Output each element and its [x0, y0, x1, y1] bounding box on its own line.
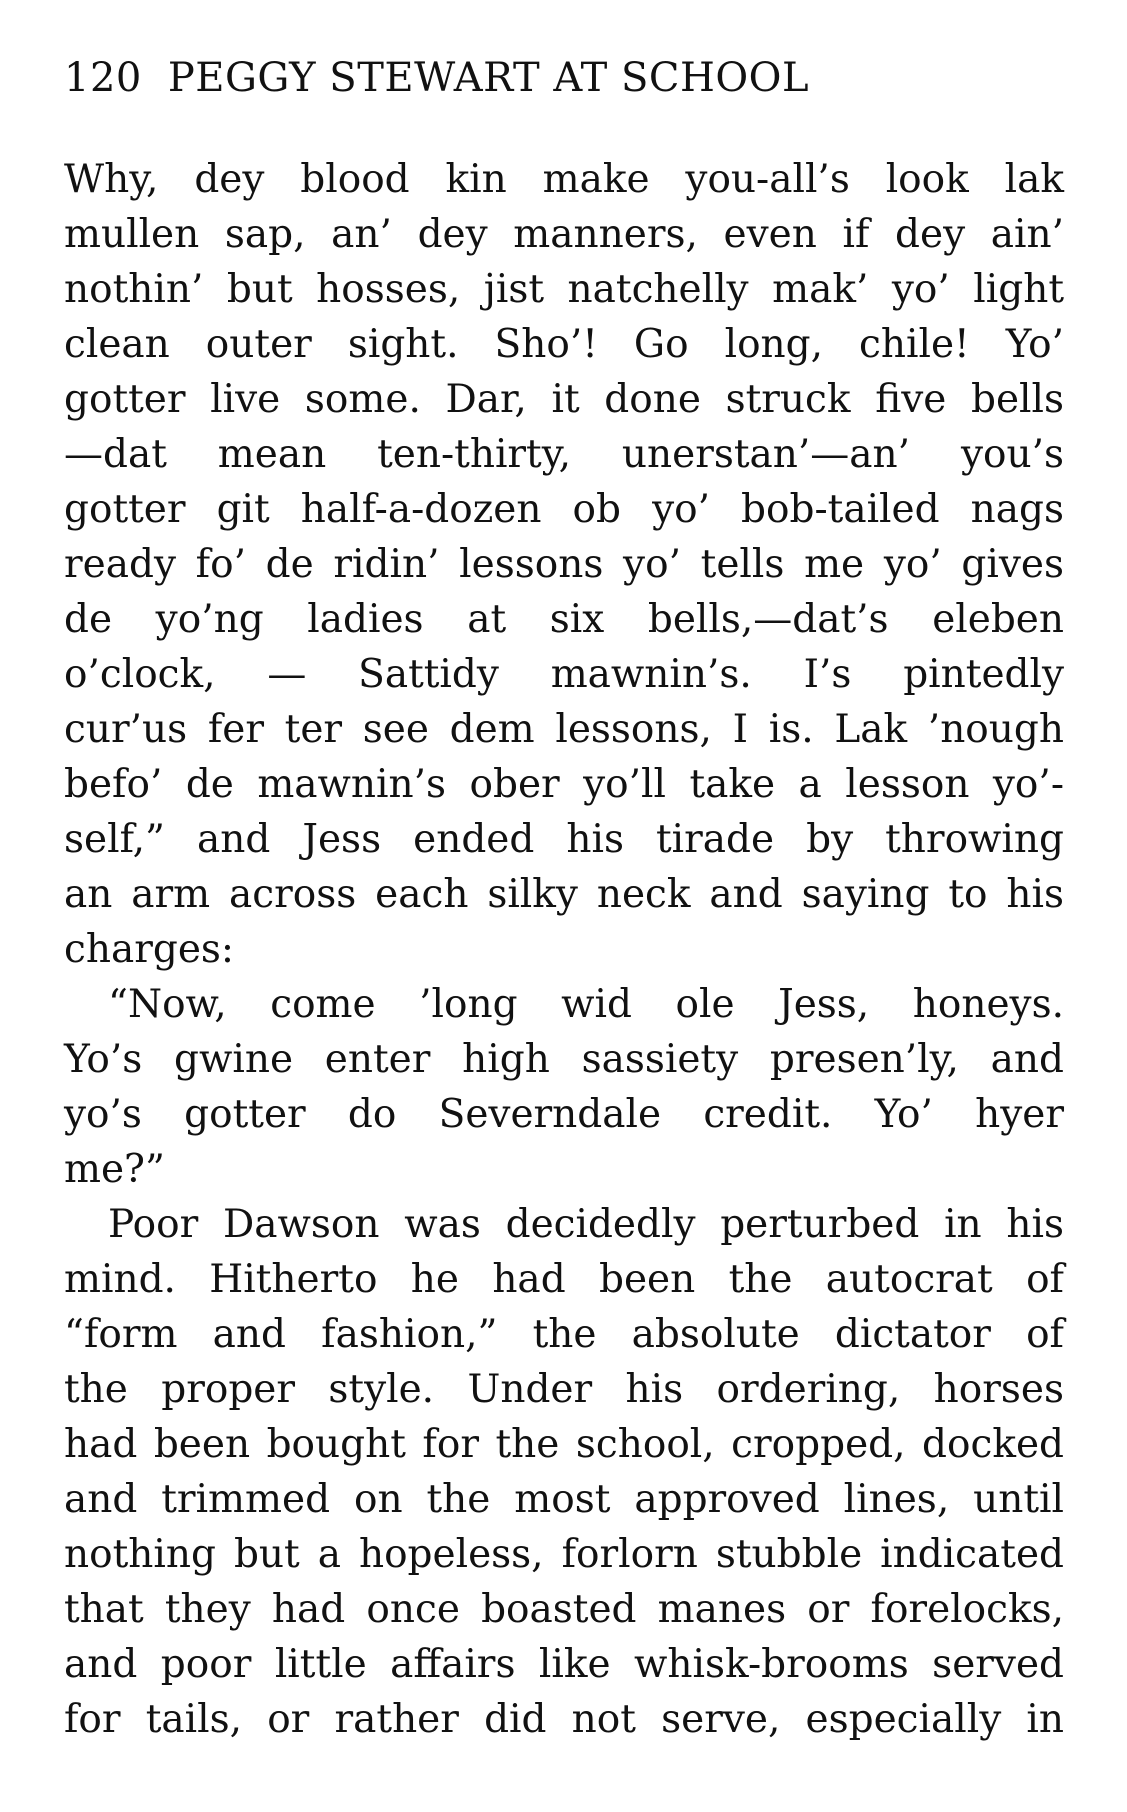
running-header	[64, 55, 810, 101]
text-line: “Now, come ’long wid ole Jess, honeys.	[108, 982, 1064, 1027]
text-line: me?”	[64, 1147, 165, 1192]
running-title: PEGGY STEWART AT SCHOOL	[167, 55, 810, 101]
text-line: —dat mean ten-thirty, unerstan’—an’ you’s	[64, 432, 1064, 477]
text-line: self,” and Jess ended his tirade by throwing	[64, 817, 1064, 862]
text-line: yo’s gotter do Severndale credit. Yo’ hyer	[64, 1092, 1064, 1137]
text-line: cur’us fer ter see dem lessons, I is. Lak ’nough	[64, 707, 1064, 752]
text-line: the proper style. Under his ordering, horses	[64, 1367, 1064, 1412]
text-line: nothin’ but hosses, jist natchelly mak’ yo’ light	[64, 267, 1064, 312]
text-line: gotter git half-a-dozen ob yo’ bob-tailed nags	[64, 487, 1064, 532]
text-line: that they had once boasted manes or forelocks,	[64, 1587, 1064, 1632]
text-line: Why, dey blood kin make you-all’s look lak	[64, 157, 1064, 202]
text-line: mullen sap, an’ dey manners, even if dey ain’	[64, 212, 1064, 257]
text-line: clean outer sight. Sho’! Go long, chile! Yo’	[64, 322, 1064, 367]
body-text	[64, 152, 1064, 1747]
text-line: had been bought for the school, cropped, docked	[64, 1422, 1064, 1467]
text-line: Poor Dawson was decidedly perturbed in his	[108, 1202, 1064, 1247]
text-line: de yo’ng ladies at six bells,—dat’s eleben	[64, 597, 1064, 642]
text-line: ready fo’ de ridin’ lessons yo’ tells me yo’ gives	[64, 542, 1064, 587]
text-line: nothing but a hopeless, forlorn stubble indicated	[64, 1532, 1064, 1577]
text-line: and poor little affairs like whisk-brooms served	[64, 1642, 1064, 1687]
page-number: 120	[64, 55, 142, 101]
text-line: “form and fashion,” the absolute dictator of	[64, 1312, 1064, 1357]
text-line: charges:	[64, 927, 235, 972]
text-line: and trimmed on the most approved lines, until	[64, 1477, 1064, 1522]
text-line: mind. Hitherto he had been the autocrat of	[64, 1257, 1064, 1302]
text-line: gotter live some. Dar, it done struck five bells	[64, 377, 1064, 422]
text-line: o’clock, — Sattidy mawnin’s. I’s pintedly	[64, 652, 1064, 697]
text-line: for tails, or rather did not serve, especially in	[64, 1697, 1064, 1742]
text-line: an arm across each silky neck and saying to his	[64, 872, 1064, 917]
text-line: befo’ de mawnin’s ober yo’ll take a lesson yo’-	[64, 762, 1064, 807]
text-line: Yo’s gwine enter high sassiety presen’ly, and	[64, 1037, 1064, 1082]
